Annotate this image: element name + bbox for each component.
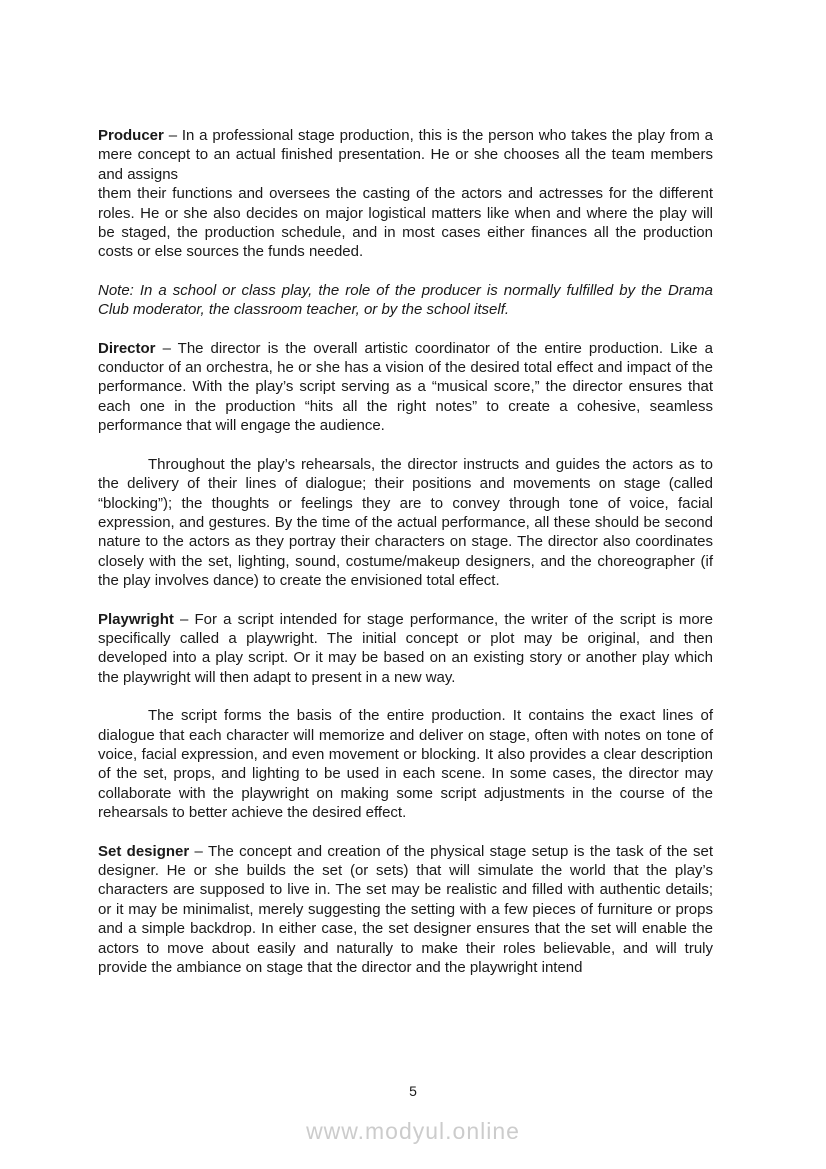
term-label: Producer xyxy=(98,127,164,144)
document-body xyxy=(98,126,713,996)
term-label: Director xyxy=(98,339,156,357)
paragraph-producer: Producer – In a professional stage production, this is the person who takes the play from a mere concept to an actual finished presentation. He or she chooses all the team members and assigns them their functions and oversees the casting of the actors and actresses for the different roles. He or she also decides on major logistical matters like when and where the play will be staged, the production schedule, and in most cases either finances all the production costs or else sources the funds needed. xyxy=(98,127,713,261)
paragraph-playwright: Playwright – For a script intended for stage performance, the writer of the script is more specifically called a playwright. The initial concept or plot may be original, and then developed into a play script. Or it may be based on an existing story or another play which the playwright will then adapt to present in a new way. xyxy=(98,610,713,686)
paragraph-director: Director – The director is the overall artistic coordinator of the entire production. Like a conductor of an orchestra, he or she has a vision of the desired total effect and impact of the performance. With the play’s script serving as a “musical score,” the director ensures that each one in the production “hits all the right notes” to create a cohesive, seamless performance that will engage the audience. xyxy=(98,339,714,435)
page-number: 5 xyxy=(409,1083,417,1099)
paragraph-note: Note: In a school or class play, the role of the producer is normally fulfilled by the Drama Club moderator, the classroom teacher, or by the school itself. xyxy=(98,281,713,319)
paragraph-director-rehearsals: Throughout the play’s rehearsals, the director instructs and guides the actors as to the delivery of their lines of dialogue; their positions and movements on stage (called “blocking”); the thoughts or feelings they are to convey through tone of voice, facial expression, and gestures. By the time of the actual performance, all these should be second nature to the actors as they portray their characters on stage. The director also coordinates closely with the set, lighting, sound, costume/makeup designers, and the choreographer (if the play involves dance) to create the envisioned total effect. xyxy=(98,455,713,590)
paragraph-script: The script forms the basis of the entire production. It contains the exact lines of dialogue that each character will memorize and deliver on stage, often with notes on tone of voice, facial expression, and even movement or blocking. It also provides a clear description of the set, props, and lighting to be used in each scene. In some cases, the director may collaborate with the playwright on making some script adjustments in the course of the rehearsals to better achieve the desired effect. xyxy=(98,707,713,822)
watermark: www.modyul.online xyxy=(306,1118,520,1144)
term-label: Set designer xyxy=(98,842,190,860)
paragraph-set-designer: Set designer – The concept and creation of the physical stage setup is the task of the set designer. He or she builds the set (or sets) that will simulate the world that the play’s characters are supposed to live in. The set may be realistic and filled with authentic details; or it may be minimalist, merely suggesting the setting with a few pieces of furniture or props and a simple backdrop. In either case, the set designer ensures that the set will enable the actors to move about easily and naturally to make their roles believable, and will truly provide the ambiance on stage that the director and the playwright intend xyxy=(98,842,713,977)
term-label: Playwright xyxy=(98,610,174,628)
